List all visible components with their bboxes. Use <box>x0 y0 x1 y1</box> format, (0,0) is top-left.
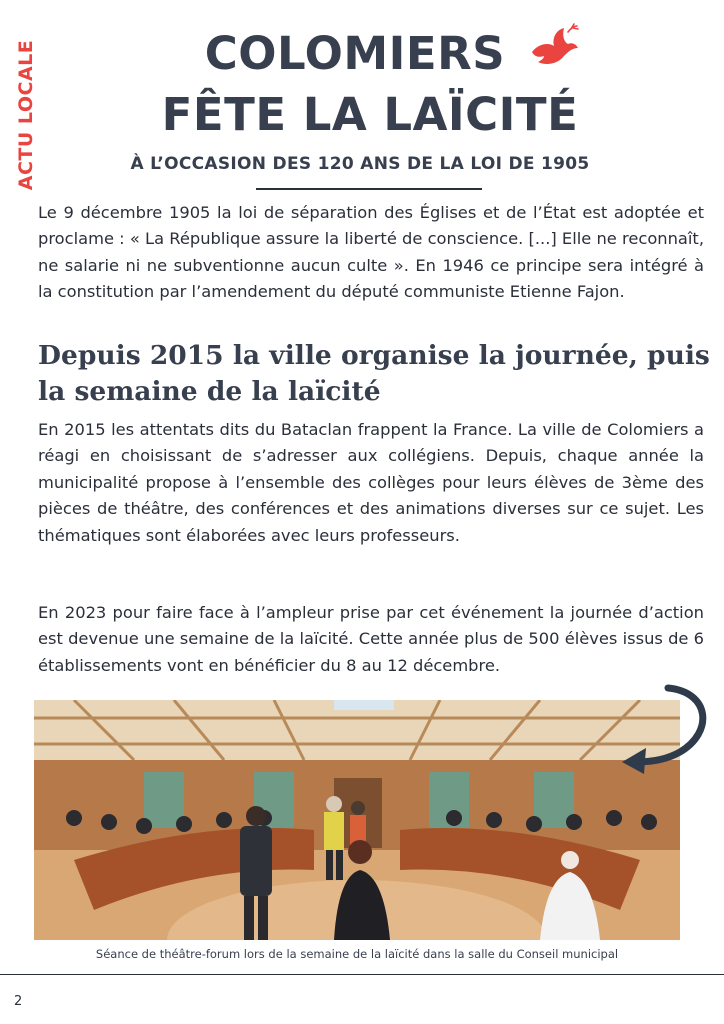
section-label-text: ACTU LOCALE <box>15 39 37 191</box>
subtitle-divider <box>256 188 482 190</box>
title-line-2: FÊTE LA LAÏCITÉ <box>161 88 579 141</box>
intro-paragraph: Le 9 décembre 1905 la loi de séparation des Églises et de l’État est adoptée et proclame : « La République assure la liberté de conscience. [...] Elle ne reconnaît, ne salarie ni ne subventionne aucun culte ». En 1946 ce principe sera intégré à la constitution par l’amendement du député communiste Etienne Fajon. <box>38 203 704 302</box>
photo-caption: Séance de théâtre-forum lors de la semaine de la laïcité dans la salle du Conseil municipal <box>95 947 619 961</box>
footer-divider <box>0 974 724 975</box>
body-paragraph-2: En 2023 pour faire face à l’ampleur prise par cet événement la journée d’action est devenue une semaine de la laïcité. Cette année plus de 500 élèves issus de 6 établissements vont en bénéficier du 8 au 12 décembre. <box>38 603 704 675</box>
subtitle: À L’OCCASION DES 120 ANS DE LA LOI DE 1905 <box>130 154 590 174</box>
section-label <box>4 40 48 190</box>
curved-arrow-icon <box>610 682 714 776</box>
title-line-1: COLOMIERS <box>204 27 506 80</box>
council-chamber-photo <box>34 700 680 940</box>
section-heading: Depuis 2015 la ville organise la journée, puis la semaine de la laïcité <box>38 340 710 407</box>
body-paragraph-1: En 2015 les attentats dits du Bataclan frappent la France. La ville de Colomiers a réagi en choisissant de s’adresser aux collégiens. Depuis, chaque année la municipalité propose à l’ensemble des collèges pour leurs élèves de 3ème des pièces de théâtre, des conférences et des animations diverses sur ce sujet. Les thématiques sont élaborées avec leurs professeurs. <box>38 420 704 545</box>
dove-icon <box>524 22 580 72</box>
page-number: 2 <box>14 994 23 1009</box>
